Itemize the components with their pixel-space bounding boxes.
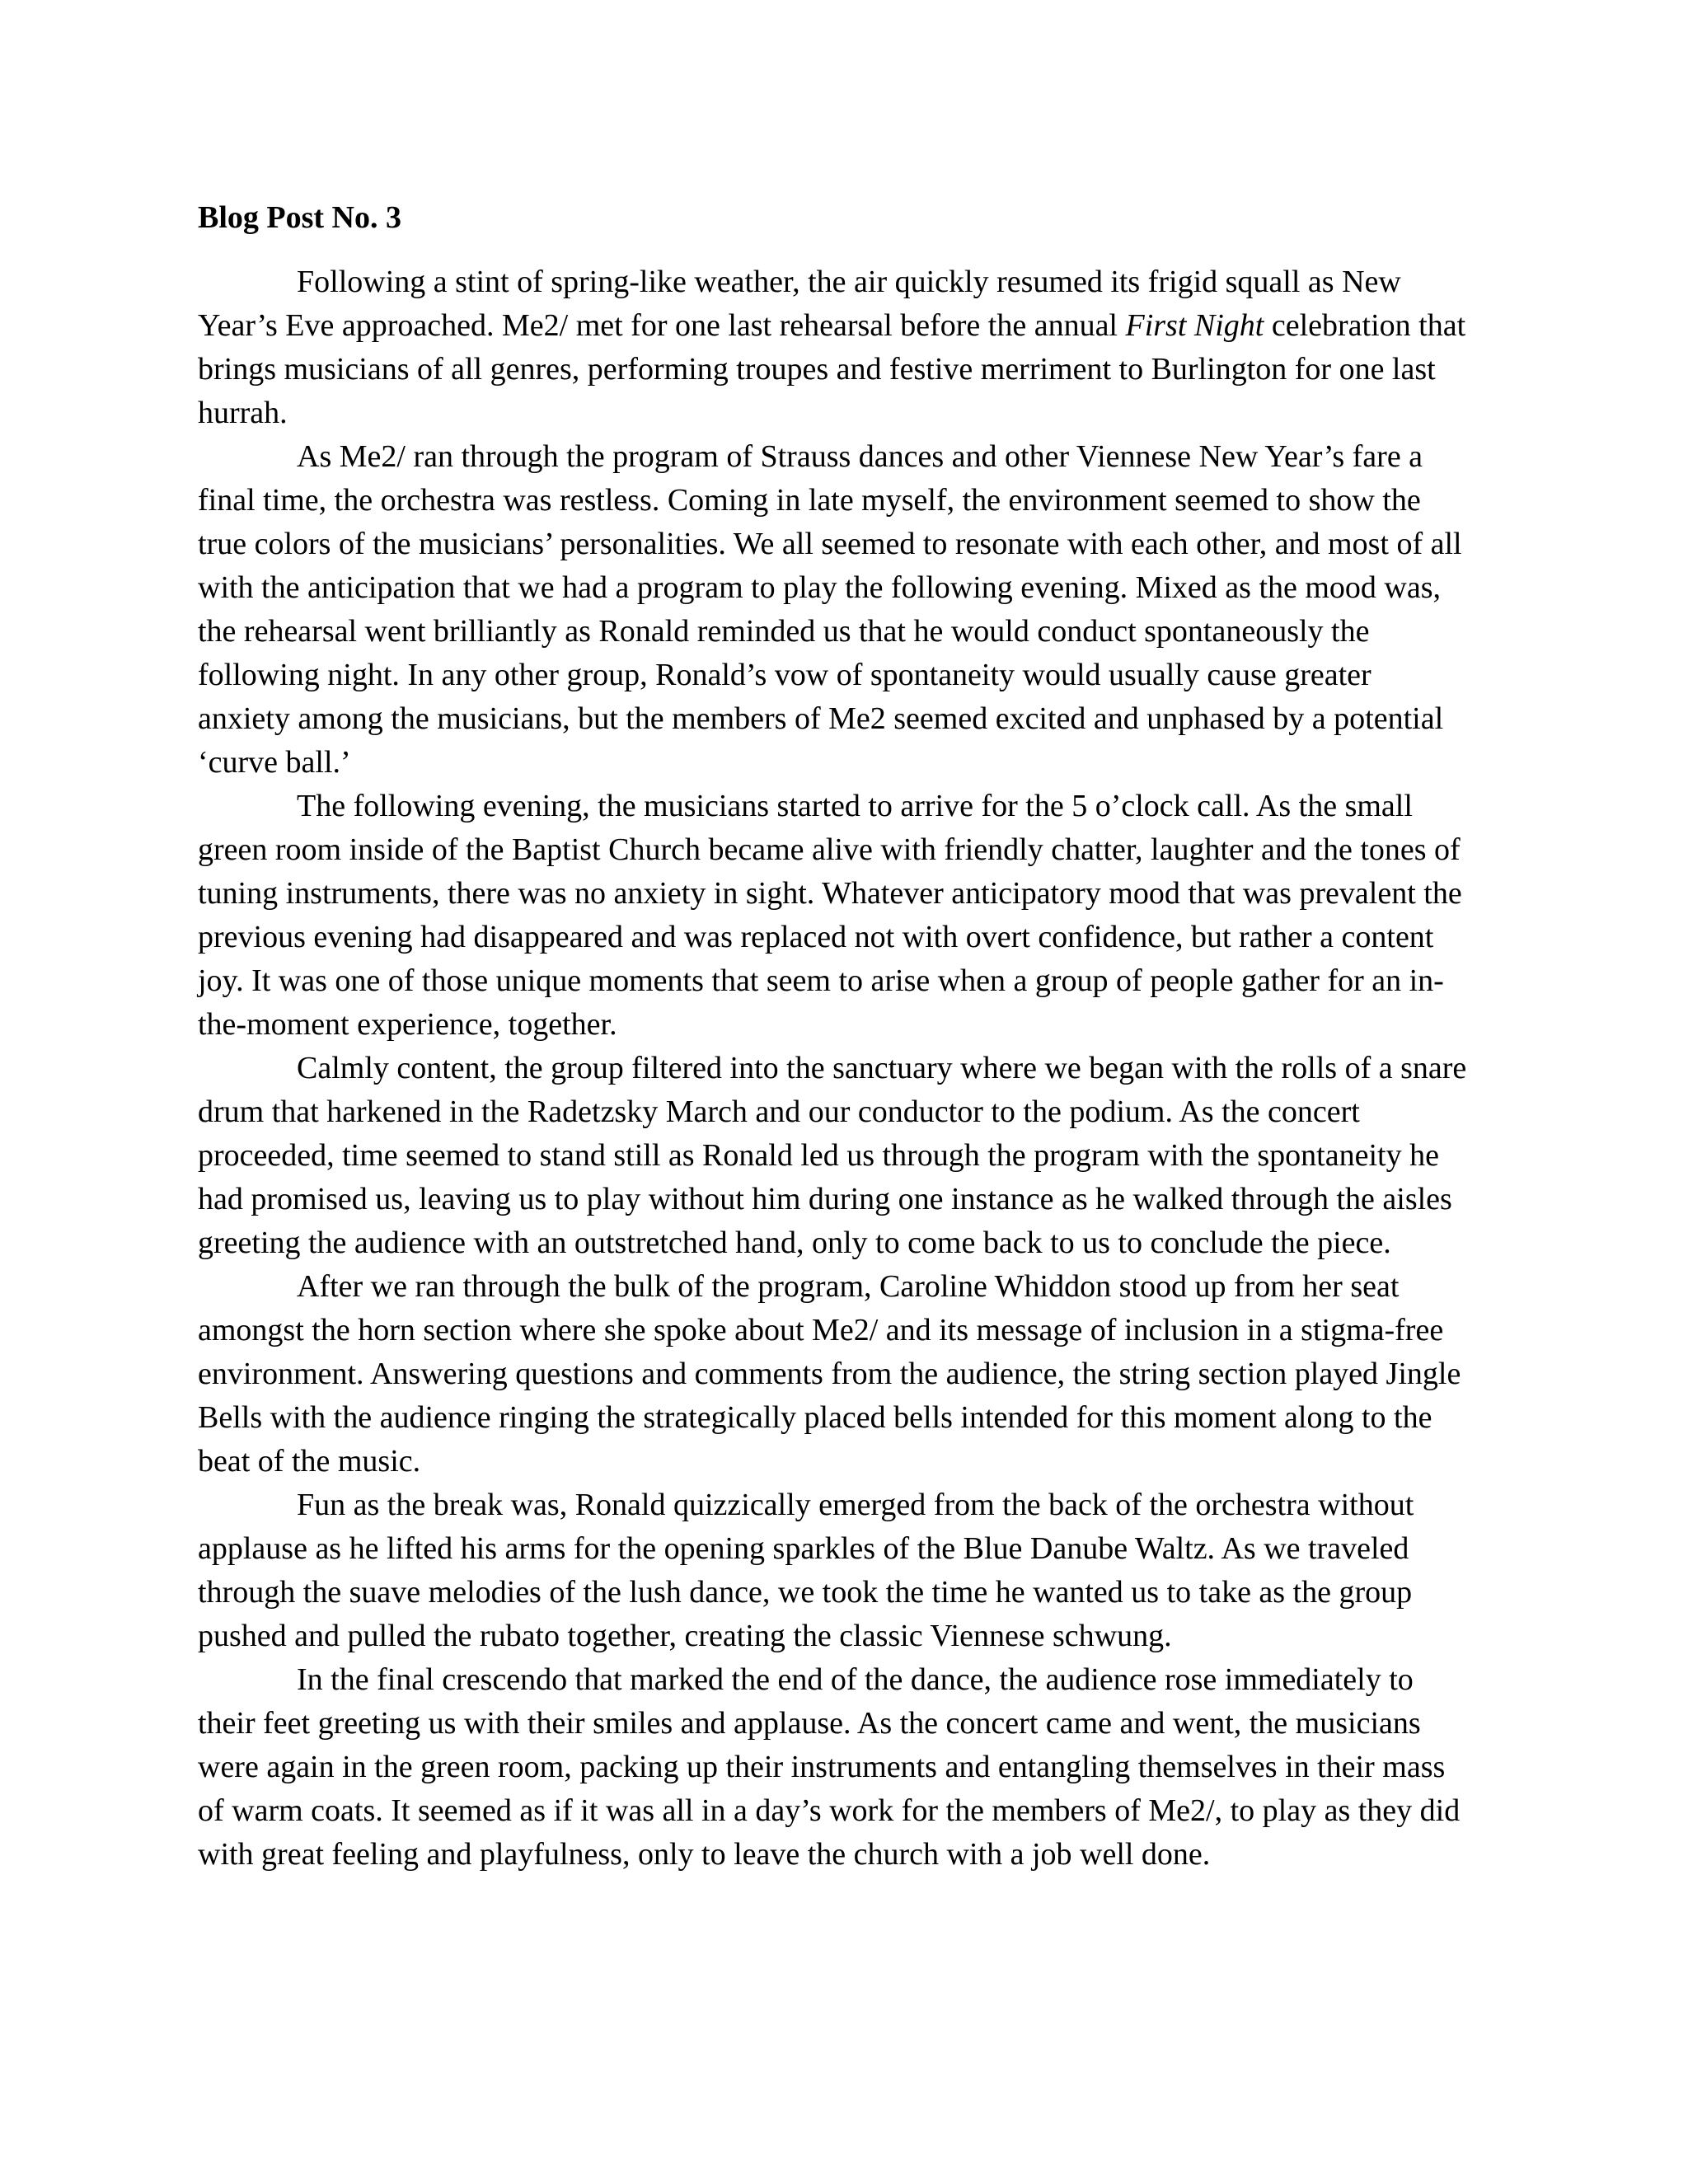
page-title: Blog Post No. 3	[198, 200, 401, 235]
document-page	[198, 196, 1467, 1877]
paragraph-3: The following evening, the musicians started to arrive for the 5 o’clock call. As the small green room inside of the Baptist Church became alive with friendly chatter, laughter and the tones of tuning instruments, there was no anxiety in sight. Whatever anticipatory mood that was prevalent the previous evening had disappeared and was replaced not with overt confidence, but rather a content joy. It was one of those unique moments that seem to arise when a group of people gather for an in-the-moment experience, together.	[198, 789, 1462, 1042]
paragraph-7: In the final crescendo that marked the end of the dance, the audience rose immediately to their feet greeting us with their smiles and applause. As the concert came and went, the musicians were again in the green room, packing up their instruments and entangling themselves in their mass of warm coats. It seemed as if it was all in a day’s work for the members of Me2/, to play as they did with great feeling and playfulness, only to leave the church with a job well done.	[198, 1662, 1461, 1872]
paragraph-6: Fun as the break was, Ronald quizzically emerged from the back of the orchestra without applause as he lifted his arms for the opening sparkles of the Blue Danube Waltz. As we traveled through the suave melodies of the lush dance, we took the time he wanted us to take as the group pushed and pulled the rubato together, creating the classic Viennese schwung.	[198, 1488, 1414, 1653]
paragraph-1	[198, 260, 1467, 435]
paragraph-1-text-start: Following a stint of spring-like weather, the air quickly resumed its frigid squall as New Year’s Eve approached. Me2/ met for one last rehearsal before the annual	[198, 265, 1401, 343]
event-name-emphasis: First Night	[1125, 308, 1264, 343]
paragraph-1-text-end: celebration that brings musicians of all genres, performing troupes and festive merriment to Burlington for one last hurrah.	[198, 308, 1466, 430]
paragraph-2: As Me2/ ran through the program of Strauss dances and other Viennese New Year’s fare a final time, the orchestra was restless. Coming in late myself, the environment seemed to show the true colors of the musicians’ personalities. We all seemed to resonate with each other, and most of all with the anticipation that we had a program to play the following evening. Mixed as the mood was, the rehearsal went brilliantly as Ronald reminded us that he would conduct spontaneously the following night. In any other group, Ronald’s vow of spontaneity would usually cause greater anxiety among the musicians, but the members of Me2 seemed excited and unphased by a potential ‘curve ball.’	[198, 439, 1462, 780]
paragraph-4: Calmly content, the group filtered into the sanctuary where we began with the rolls of a snare drum that harkened in the Radetzsky March and our conductor to the podium. As the concert proceeded, time seemed to stand still as Ronald led us through the program with the spontaneity he had promised us, leaving us to play without him during one instance as he walked through the aisles greeting the audience with an outstretched hand, only to come back to us to conclude the piece.	[198, 1051, 1467, 1260]
paragraph-5: After we ran through the bulk of the program, Caroline Whiddon stood up from her seat amongst the horn section where she spoke about Me2/ and its message of inclusion in a stigma-free environment. Answering questions and comments from the audience, the string section played Jingle Bells with the audience ringing the strategically placed bells intended for this moment along to the beat of the music.	[198, 1269, 1461, 1479]
